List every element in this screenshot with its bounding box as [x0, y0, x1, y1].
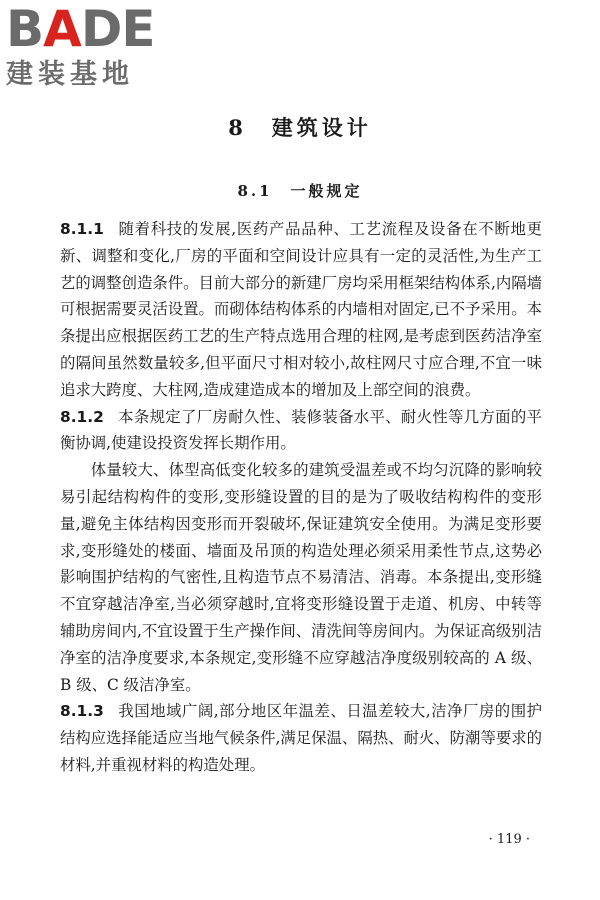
clause-8-1-3 — [60, 698, 542, 778]
clause-text: 本条规定了厂房耐久性、装修装备水平、耐火性等几方面的平衡协调,使建设投资发挥长期作用。 — [60, 407, 542, 453]
section-title: 8.1 一般规定 — [237, 182, 363, 200]
clause-8-1-2-continuation: 体量较大、体型高低变化较多的建筑受温差或不均匀沉降的影响较易引起结构构件的变形,变形缝设置的目的是为了吸收结构构件的变形量,避免主体结构因变形而开裂破坏,保证建筑安全使用。为满足变形要求,变形缝处的楼面、墙面及吊顶的构造处理必须采用柔性节点,这势必影响围护结构的气密性,且构造节点不易清洁、消毒。本条提出,变形缝不宜穿越洁净室,当必须穿越时,宜将变形缝设置于走道、机房、中转等辅助房间内,不宜设置于生产操作间、清洗间等房间内。为保证高级别洁净室的洁净度要求,本条规定,变形缝不应穿越洁净度级别较高的 A 级、B 级、C 级洁净室。 — [60, 461, 543, 694]
logo-accent-letter: A — [43, 0, 81, 58]
clause-number: 8.1.3 — [60, 702, 104, 721]
page-number: · 119 · — [488, 832, 530, 847]
clause-text: 随着科技的发展,医药产品品种、工艺流程及设备在不断地更新、调整和变化,厂房的平面和空间设计应具有一定的灵活性,为生产工艺的调整创造条件。目前大部分的新建厂房均采用框架结构体系,内隔墙可根据需要灵活设置。而砌体结构体系的内墙相对固定,已不予采用。本条提出应根据医药工艺的生产特点选用合理的柱网,是考虑到医药洁净室的隔间虽然数量较多,但平面尺寸相对较小,故柱网尺寸应合理,不宜一味追求大跨度、大柱网,造成建造成本的增加及上部空间的浪费。 — [60, 220, 543, 399]
clause-text: 我国地域广阔,部分地区年温差、日温差较大,洁净厂房的围护结构应选择能适应当地气候条件,满足保温、隔热、耐火、防潮等要求的材料,并重视材料的构造处理。 — [60, 702, 543, 774]
clause-8-1-2 — [60, 404, 542, 458]
clause-number: 8.1.2 — [60, 407, 104, 426]
logo-wordmark: BADE — [6, 0, 155, 58]
chapter-title: 8 建筑设计 — [228, 115, 372, 140]
logo-subtitle: 建装基地 — [6, 59, 134, 90]
bade-logo — [6, 0, 176, 90]
clause-number: 8.1.1 — [60, 220, 104, 238]
clause-8-1-1 — [60, 216, 542, 404]
document-body — [60, 216, 542, 779]
